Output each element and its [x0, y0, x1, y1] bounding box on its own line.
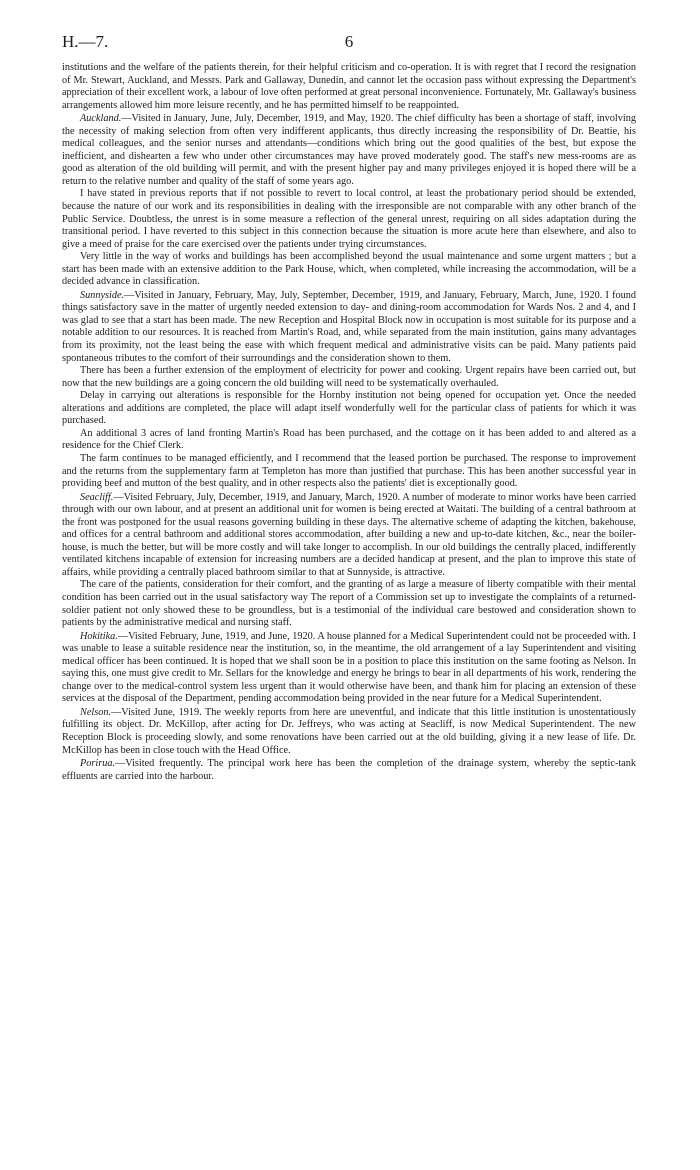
paragraph-text: Very little in the way of works and buildings has been accomplished beyond the usual maintenance and some urgent matters ; but a start has been made with an extensive addition to the Park House, which, when completed, while increasing the accommodation, will be a decided advance in classification. — [62, 251, 636, 288]
paragraph-text: institutions and the welfare of the patients therein, for their helpful criticism and co-operation. It is with regret that I record the resignation of Mr. Stewart, Auckland, and Messrs. Park and Gallaway, Dunedin, and cannot let the occasion pass without expressing the Department's appreciation of their excellent work, a labour of love often performed at great personal inconvenience. Fortunately, Mr. Gallaway's business arrangements allowed him more leisure recently, and he has permitted himself to be reappointed. — [62, 62, 636, 111]
section-lead: Nelson. — [80, 706, 112, 718]
paragraph — [62, 579, 636, 629]
section-lead: Sunnyside. — [80, 289, 125, 301]
paragraph — [62, 62, 636, 112]
page-body — [62, 62, 636, 783]
paragraph — [62, 188, 636, 251]
paragraph — [62, 365, 636, 390]
report-reference: H.—7. — [62, 32, 109, 51]
section-lead: Porirua. — [80, 758, 116, 770]
section-lead: Auckland. — [80, 113, 122, 125]
section-lead: Seacliff. — [80, 491, 114, 503]
section-lead: Hokitika. — [80, 630, 118, 642]
paragraph — [62, 251, 636, 289]
paragraph-porirua — [62, 758, 636, 783]
paragraph — [62, 390, 636, 428]
paragraph-hokitika — [62, 631, 636, 706]
paragraph-text: —Visited February, June, 1919, and June, 1920. A house planned for a Medical Superintendent could not be proceeded with. I was unable to lease a suitable residence near the institution, so, in the meantime, the old arrangement of a lay Superintendent and visiting medical officer has been continued. It is hoped that we shall soon be in a position to place this institution on the same footing as Nelson. In saying this, one must give credit to Mr. Sellars for the knowledge and energy he brings to bear in all departments of his work, rendering the change over to the medical-control system less urgent than it would otherwise have been, and thank him for placing an extension of these services at the disposal of the Department, pending accommodation being provided in the near future for a Medical Superintendent. — [62, 630, 636, 705]
paragraph-text: —Visited in January, June, July, December, 1919, and May, 1920. The chief difficulty has been a shortage of staff, involving the necessity of making selection from often very indifferent applicants, thus directly increasing the responsibility of Dr. Beattie, his medical colleagues, and the senior nurses and attendants—conditions which bring out the good qualities of the best, but expose the inefficient, and dishearten a few who under other circumstances may have proved moderately good. The staff's new mess-rooms are as good as alteration of the old building will permit, and with the present higher pay and many privileges enjoyed it is hoped there will be a return to the relative number and quality of the staff of some years ago. — [62, 113, 636, 187]
paragraph-sunnyside — [62, 290, 636, 365]
paragraph — [62, 428, 636, 453]
page-number: 6 — [344, 32, 354, 51]
page-header — [62, 32, 636, 54]
paragraph-text: I have stated in previous reports that if not possible to revert to local control, at least the probationary period should be extended, because the nature of our work and its responsibilities in dealing with the irresponsible are not comparable with any other branch of the Public Service. Doubtless, the unrest is in some measure a reflection of the general unrest, requiring on all sides adaptation during the transitional period. I have reverted to this subject in this connection because the situation is more acute here than elsewhere, and also to give a meed of praise for the care exercised over the patients under trying circumstances. — [62, 188, 636, 250]
paragraph-text: The farm continues to be managed efficiently, and I recommend that the leased portion be purchased. The response to improvement and the returns from the supplementary farm at Templeton has more than justified that purchase. This has been another successful year in providing beef and mutton of the best quality, and in other respects also the patients' diet is exceptionally good. — [62, 452, 636, 490]
paragraph-text: —Visited in January, February, May, July, September, December, 1919, and January, February, March, June, 1920. I found things satisfactory save in the matter of urgently needed extension to day- and dining-room accommodation for Wards Nos. 2 and 4, and I was glad to see that a start has been made. The new Reception and Hospital Block now in occupation is most suitable for its purpose and a notable addition to our resources. It is reached from Martin's Road, and, while separated from the main institution, gains many advantages from its proximity, not the least being the ease with which frequent medical and administrative visits can be paid. Many patients paid spontaneous tributes to the comfort of their surroundings and the consideration shown to them. — [62, 289, 636, 364]
paragraph-text: The care of the patients, consideration for their comfort, and the granting of as large a measure of liberty compatible with their mental condition has been carried out in the usual satisfactory way The report of a Commission set up to investigate the complaints of a returned-soldier patient not only showed these to be groundless, but is a testimonial of the individual care bestowed and consideration shown to patients by the administrative medical and nursing staff. — [62, 579, 636, 629]
paragraph-auckland — [62, 113, 636, 188]
paragraph-text: —Visited June, 1919. The weekly reports from here are uneventful, and indicate that this little institution is unostentatiously fulfilling its object. Dr. McKillop, after acting for Dr. Jeffreys, who was acting at Seacliff, is now Medical Superintendent. The new Reception Block is proceeding slowly, and some renovations have been carried out at the old building, giving it a new lease of life. Dr. McKillop has been in close touch with the Head Office. — [62, 706, 636, 756]
paragraph-seacliff — [62, 492, 636, 580]
paragraph-text: An additional 3 acres of land fronting Martin's Road has been purchased, and the cottage on it has been added to and altered as a residence for the Chief Clerk. — [62, 427, 636, 452]
paragraph-text: —Visited frequently. The principal work here has been the completion of the drainage system, whereby the septic-tank effluents are carried into the harbour. — [62, 758, 636, 782]
paragraph-nelson — [62, 707, 636, 757]
paragraph — [62, 453, 636, 491]
paragraph-text: There has been a further extension of the employment of electricity for power and cooking. Urgent repairs have been carried out, but now that the new buildings are a going concern the old building will need to be systematically overhauled. — [62, 365, 636, 389]
paragraph-text: Delay in carrying out alterations is responsible for the Hornby institution not being opened for occupation yet. Once the needed alterations and additions are completed, the place will adapt itself wonderfully well for the particular class of patients for which it was purchased. — [62, 390, 636, 427]
paragraph-text: —Visited February, July, December, 1919, and January, March, 1920. A number of moderate to minor works have been carried through with our own labour, and at present an additional unit for women is being erected at Waitati. The building of a central bathroom at the front was postponed for the usual reasons governing building in these days. The alternative scheme of adapting the kitchen, bakehouse, and offices for a central bathroom and additional stores accommodation, after building a new and up-to-date kitchen, &c., near the boiler-house, is much the better, but will be more costly and will take longer to accomplish. In our old buildings the centrally placed, indifferently ventilated kitchens incapable of extension for increasing numbers are a decided handicap at present, and the plan to improve this state of affairs, while providing a centrally placed bathroom similar to that at Sunnyside, is attractive. — [62, 491, 636, 578]
